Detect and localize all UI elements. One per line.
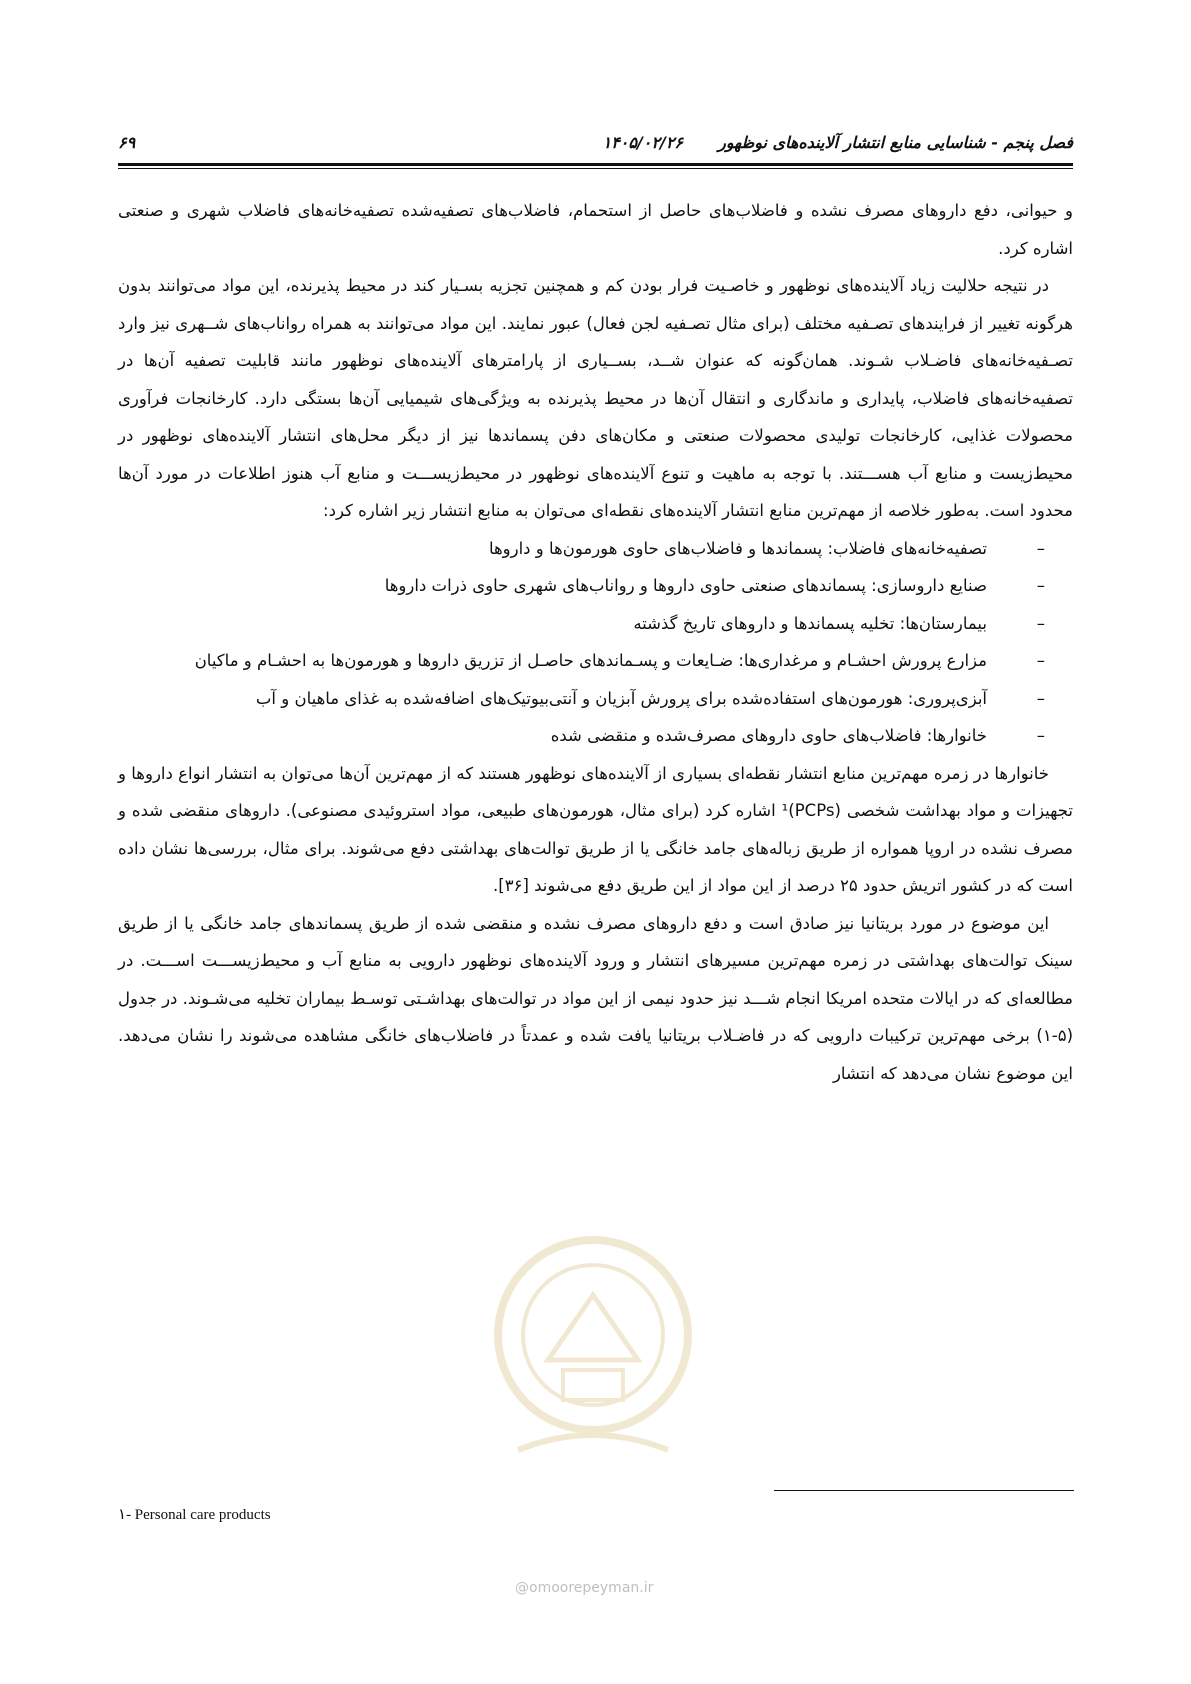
- paragraph: و حیوانی، دفع داروهای مصرف نشده و فاضلاب‌های حاصل از استحمام، فاضلاب‌های تصفیه‌شده تصفیه‌خانه‌های فاضلاب شهری و صنعتی اشاره کرد.: [118, 201, 1073, 258]
- list-item: [118, 530, 1073, 568]
- dash-bullet-icon: –: [1036, 538, 1045, 558]
- header-rule-thin: [118, 168, 1073, 169]
- list-item: [118, 642, 1073, 680]
- list-item: [118, 567, 1073, 605]
- list-item: [118, 605, 1073, 643]
- list-item-text: بیمارستان‌ها: تخلیه پسماندها و داروهای تاریخ گذشته: [633, 613, 987, 633]
- dash-bullet-icon: –: [1036, 651, 1045, 670]
- paragraph: در نتیجه حلالیت زیاد آلاینده‌های نوظهور و خاصـیت فرار بودن کم و همچنین تجزیه بسـیار کند در محیط پذیرنده، این مواد می‌توانند بدون هرگونه تغییر از فرایندهای تصـفیه مختلف (برای مثال تصـفیه لجن فعال) عبور نمایند. این مواد می‌توانند به همراه رواناب‌های شــهری نیز وارد تصـفیه‌خانه‌های فاضـلاب شـوند. همان‌گونه که عنوان شــد، بســیاری از پارامترهای آلاینده‌های نوظهور مانند قابلیت تصفیه آن‌ها در تصفیه‌خانه‌های فاضلاب، پایداری و ماندگاری و انتقال آن‌ها در محیط پذیرنده به ویژگی‌های شیمیایی آن‌ها بستگی دارد. کارخانجات فرآوری محصولات غذایی، کارخانجات تولیدی محصولات صنعتی و مکان‌های دفن پسماندها نیز از دیگر محل‌های انتشار آلاینده‌های نوظهور در محیط‌زیست و منابع آب هســـتند. با توجه به ماهیت و تنوع آلاینده‌های نوظهور در محیط‌زیســـت و منابع آب هنوز اطلاعات در مورد آن‌ها محدود است. به‌طور خلاصه از مهم‌ترین منابع انتشار آلاینده‌های نقطه‌ای می‌توان به منابع انتشار زیر اشاره کرد:: [118, 276, 1073, 520]
- list-item: [118, 680, 1073, 718]
- list-item-text: صنایع داروسازی: پسماندهای صنعتی حاوی داروها و رواناب‌های شهری حاوی ذرات داروها: [384, 576, 987, 595]
- paragraph: خانوارها در زمره مهم‌ترین منابع انتشار نقطه‌ای بسیاری از آلاینده‌های نوظهور هستند که از مهم‌ترین آن‌ها می‌توان به انتشار انواع داروها و تجهیزات و مواد بهداشت شخصی (PCPs)¹ اشاره کرد (برای مثال، هورمون‌های طبیعی، مواد استروئیدی مصنوعی). داروهای منقضی شده و مصرف نشده در اروپا همواره از طریق زباله‌های جامد خانگی یا از طریق توالت‌های بهداشتی دفع می‌شوند. برای مثال، بررسی‌ها نشان داده است که در کشور اتریش حدود ۲۵ درصد از این مواد از این طریق دفع می‌شوند [۳۶].: [118, 763, 1073, 895]
- header-date: ۱۴۰۵/۰۲/۲۶: [602, 133, 683, 152]
- list-item: [118, 717, 1073, 755]
- watermark-url: @omoorepeyman.ir: [515, 1580, 654, 1596]
- paragraph: این موضوع در مورد بریتانیا نیز صادق است و دفع داروهای مصرف نشده و منقضی شده از طریق پسماندهای جامد خانگی یا از طریق سینک توالت‌های بهداشتی در زمره مهم‌ترین مسیرهای انتشار و ورود آلاینده‌های نوظهور دارویی به منابع آب و محیط‌زیســـت اســـت. در مطالعه‌ای که در ایالات متحده امریکا انجام شـــد نیز حدود نیمی از این مواد در توالت‌های بهداشـتی توسـط بیماران تخلیه می‌شـوند. در جدول (۵-۱) برخی مهم‌ترین ترکیبات دارویی که در فاضـلاب بریتانیا یافت شده و عمدتاً در فاضلاب‌های خانگی مشاهده می‌شوند را نشان می‌دهد. این موضوع نشان می‌دهد که انتشار: [118, 913, 1073, 1083]
- dash-bullet-icon: –: [1036, 613, 1045, 633]
- chapter-title: فصل پنجم - شناسایی منابع انتشار آلاینده‌های نوظهور: [718, 133, 1073, 152]
- watermark-logo-icon: [488, 1220, 698, 1480]
- page-number: ۶۹: [118, 133, 136, 152]
- running-header: [118, 127, 1073, 163]
- dash-bullet-icon: –: [1036, 576, 1045, 595]
- header-rule-thick: [118, 163, 1073, 166]
- list-item-text: تصفیه‌خانه‌های فاضلاب: پسماندها و فاضلاب‌های حاوی هورمون‌ها و داروها: [488, 538, 987, 558]
- list-item-text: مزارع پرورش احشـام و مرغداری‌ها: ضـایعات و پسـماندهای حاصـل از تزریق داروها و هورمون‌ها به احشـام و ماکیان: [194, 651, 987, 670]
- list-item-text: آبزی‌پروری: هورمون‌های استفاده‌شده برای پرورش آبزیان و آنتی‌بیوتیک‌های اضافه‌شده به غذای ماهیان و آب: [255, 688, 987, 708]
- dash-bullet-icon: –: [1036, 726, 1045, 745]
- footnote: ١- Personal care products: [118, 1507, 271, 1523]
- body-text: [118, 192, 1073, 1092]
- footnote-rule: [774, 1490, 1074, 1491]
- sources-list: [118, 530, 1073, 755]
- dash-bullet-icon: –: [1036, 688, 1045, 708]
- list-item-text: خانوارها: فاضلاب‌های حاوی داروهای مصرف‌شده و منقضی شده: [550, 726, 987, 745]
